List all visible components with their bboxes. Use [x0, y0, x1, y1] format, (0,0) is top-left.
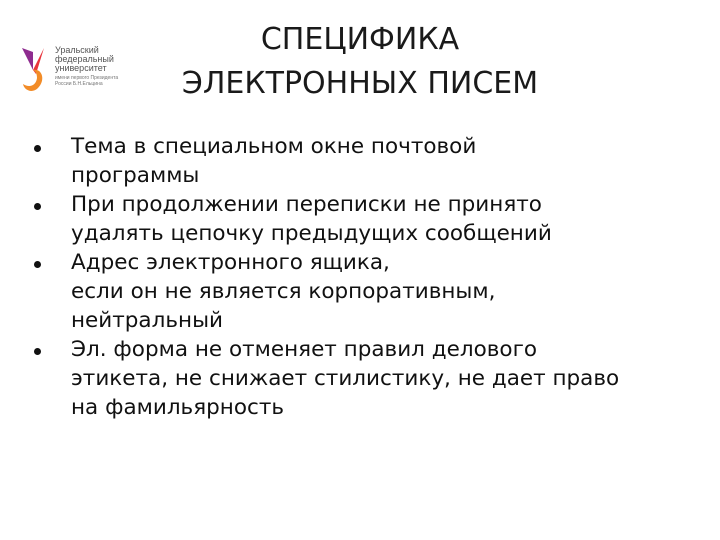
logo-text-line: Уральский: [55, 45, 99, 55]
university-logo-text: [55, 46, 135, 87]
university-logo: [20, 44, 132, 96]
bullet-text-line: нейтральный: [71, 308, 224, 333]
bullet-text-line: Эл. форма не отменяет правил делового: [71, 337, 538, 362]
bullet-list: [34, 132, 684, 422]
bullet-text-line: если он не является корпоративным,: [71, 279, 496, 304]
bullet-item: [34, 190, 684, 248]
bullet-text-line: Адрес электронного ящика,: [71, 250, 390, 275]
bullet-text-line: удалять цепочку предыдущих сообщений: [71, 221, 552, 246]
bullet-text-line: на фамильярность: [71, 395, 285, 420]
logo-subtitle-line: России Б.Н.Ельцина: [55, 81, 103, 87]
logo-text-line: федеральный: [55, 54, 114, 64]
logo-subtitle-line: имени первого Президента: [55, 75, 119, 81]
bullet-dot-icon: [34, 348, 41, 355]
slide-title-line-1: СПЕЦИФИКА: [260, 22, 460, 57]
bullet-dot-icon: [34, 203, 41, 210]
bullet-text-line: программы: [71, 163, 200, 188]
slide-title: [150, 18, 570, 106]
bullet-item: [34, 132, 684, 190]
university-logo-mark-icon: [20, 44, 46, 94]
bullet-text-line: Тема в специальном окне почтовой: [71, 134, 477, 159]
bullet-item: [34, 248, 684, 335]
logo-text-line: университет: [55, 63, 107, 73]
bullet-dot-icon: [34, 145, 41, 152]
bullet-text-line: этикета, не снижает стилистику, не дает право: [71, 366, 620, 391]
bullet-text-line: При продолжении переписки не принято: [71, 192, 542, 217]
slide-title-line-2: ЭЛЕКТРОННЫХ ПИСЕМ: [181, 66, 539, 101]
bullet-item: [34, 335, 684, 422]
bullet-dot-icon: [34, 261, 41, 268]
